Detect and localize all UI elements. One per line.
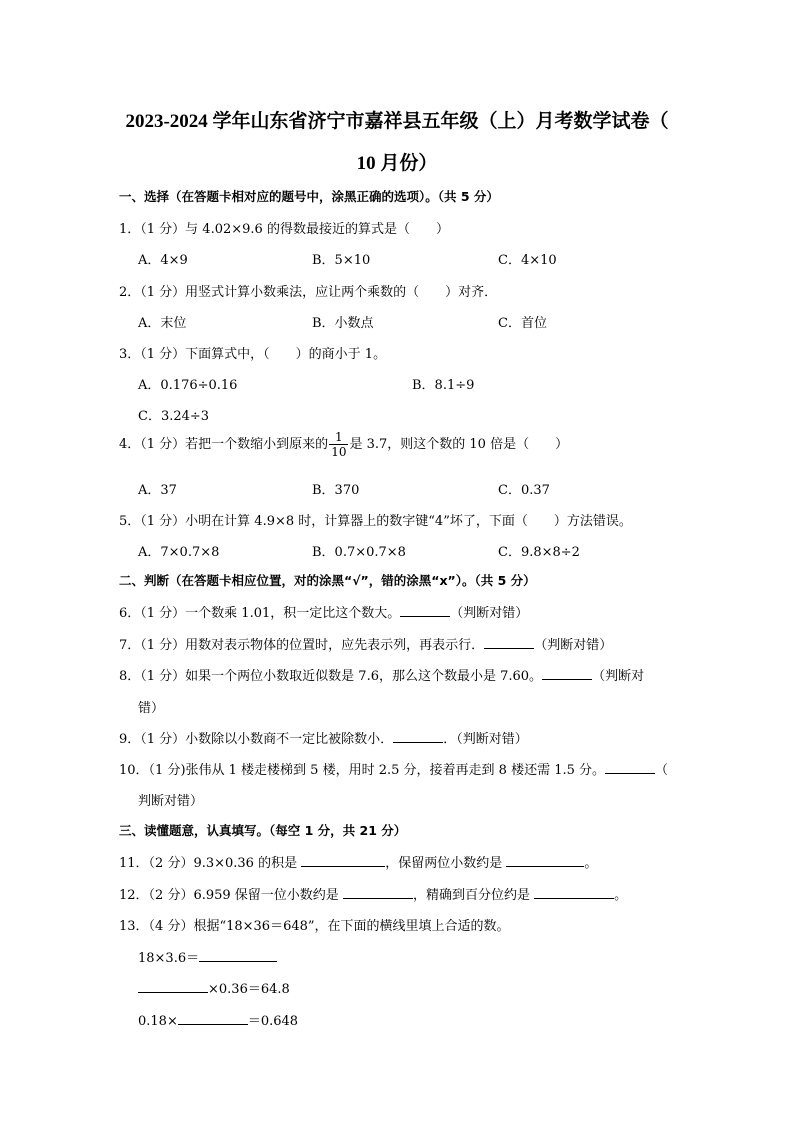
answer-blank[interactable]	[138, 980, 208, 993]
answer-blank[interactable]	[343, 886, 413, 899]
question-8-continuation: 错）	[138, 701, 165, 716]
question-11-middle: ，保留两位小数约是	[385, 856, 503, 871]
question-6-text: 6．（1 分）一个数乘 1.01，积一定比这个数大。	[119, 606, 401, 621]
question-12-middle: ，精确到百分位约是	[412, 888, 530, 903]
question-11-text: 11．（2 分）9.3×0.36 的积是	[119, 856, 298, 871]
answer-blank[interactable]	[484, 636, 534, 649]
question-7-text: 7．（1 分）用数对表示物体的位置时，应先表示列，再表示行．	[119, 638, 485, 653]
equation-1: 18×3.6＝	[138, 951, 200, 966]
question-13-line-2	[138, 978, 290, 997]
question-10-suffix: （	[655, 763, 669, 778]
equation-3-suffix: ＝0.648	[247, 1014, 299, 1029]
question-4-option-a: A．37	[138, 483, 177, 498]
question-6	[119, 602, 528, 621]
question-11-end: 。	[584, 856, 598, 871]
question-2: 2．（1 分）用竖式计算小数乘法，应让两个乘数的（ ）对齐．	[119, 285, 498, 300]
question-13-line-1	[138, 947, 277, 966]
answer-blank[interactable]	[199, 949, 277, 962]
answer-blank[interactable]	[506, 854, 584, 867]
question-7	[119, 634, 612, 653]
question-8	[119, 665, 644, 684]
section-2-heading: 二、判断（在答题卡相应位置，对的涂黑“√”，错的涂黑“x”）。（共 5 分）	[119, 573, 536, 588]
answer-blank[interactable]	[400, 604, 450, 617]
question-3-option-a: A．0.176÷0.16	[138, 378, 238, 393]
question-8-text: 8．（1 分）如果一个两位小数取近似数是 7.6，那么这个数最小是 7.60。	[119, 669, 543, 684]
question-3-option-c: C．3.24÷3	[138, 409, 210, 424]
question-6-suffix: （判断对错）	[450, 606, 529, 621]
section-1-heading: 一、选择（在答题卡相对应的题号中，涂黑正确的选项）。（共 5 分）	[119, 189, 499, 204]
answer-blank[interactable]	[393, 730, 443, 743]
question-1: 1．（1 分）与 4.02×9.6 的得数最接近的算式是（ ）	[119, 222, 449, 237]
question-4-option-b: B．370	[312, 483, 360, 498]
question-9-text: 9．（1 分）小数除以小数商不一定比被除数小．	[119, 732, 394, 747]
question-4-prefix: 4．（1 分）若把一个数缩小到原来的	[119, 437, 329, 452]
exam-title-line-2: 10 月份）	[356, 153, 438, 174]
question-5: 5．（1 分）小明在计算 4.9×8 时，计算器上的数字键“4”坏了，下面（ ）方法错误。	[119, 514, 632, 529]
question-2-option-c: C．首位	[498, 316, 547, 331]
fraction-one-tenth	[329, 430, 348, 459]
question-2-option-a: A．末位	[138, 316, 187, 331]
question-10	[119, 759, 668, 778]
question-11	[119, 852, 597, 871]
question-1-option-a: A．4×9	[138, 253, 188, 268]
question-4-option-c: C．0.37	[498, 483, 550, 498]
answer-blank[interactable]	[301, 854, 385, 867]
question-13-line-3	[138, 1010, 298, 1029]
section-3-heading: 三、读懂题意，认真填写。（每空 1 分，共 21 分）	[119, 823, 407, 838]
question-4	[119, 430, 568, 459]
question-9-suffix: ．（判断对错）	[443, 732, 528, 747]
question-3-option-b: B．8.1÷9	[412, 378, 475, 393]
question-12	[119, 884, 627, 903]
question-10-text: 10．（1 分)张伟从 1 楼走楼梯到 5 楼，用时 2.5 分，接着再走到 8 楼还需 1.5 分。	[119, 763, 606, 778]
equation-3-prefix: 0.18×	[138, 1014, 178, 1029]
question-3: 3．（1 分）下面算式中，（ ）的商小于 1。	[119, 347, 387, 362]
question-13: 13．（4 分）根据“18×36＝648”，在下面的横线里填上合适的数。	[119, 919, 510, 934]
fraction-numerator: 1	[329, 430, 348, 445]
question-4-suffix: 是 3.7，则这个数的 10 倍是（ ）	[349, 437, 569, 452]
question-7-suffix: （判断对错）	[534, 638, 613, 653]
fraction-denominator: 10	[331, 445, 347, 459]
answer-blank[interactable]	[534, 886, 614, 899]
question-1-option-b: B．5×10	[312, 253, 371, 268]
equation-2: ×0.36＝64.8	[208, 982, 290, 997]
answer-blank[interactable]	[178, 1012, 248, 1025]
question-1-option-c: C．4×10	[498, 253, 557, 268]
question-8-suffix: （判断对	[592, 669, 645, 684]
question-12-end: 。	[614, 888, 628, 903]
question-9	[119, 728, 528, 747]
answer-blank[interactable]	[605, 761, 655, 774]
question-12-text: 12．（2 分）6.959 保留一位小数约是	[119, 888, 339, 903]
question-5-option-a: A．7×0.7×8	[138, 545, 220, 560]
answer-blank[interactable]	[542, 667, 592, 680]
question-10-continuation: 判断对错）	[138, 794, 204, 809]
question-2-option-b: B．小数点	[312, 316, 374, 331]
question-5-option-b: B．0.7×0.7×8	[312, 545, 406, 560]
question-5-option-c: C．9.8×8÷2	[498, 545, 580, 560]
exam-title-line-1: 2023-2024 学年山东省济宁市嘉祥县五年级（上）月考数学试卷（	[125, 111, 669, 132]
